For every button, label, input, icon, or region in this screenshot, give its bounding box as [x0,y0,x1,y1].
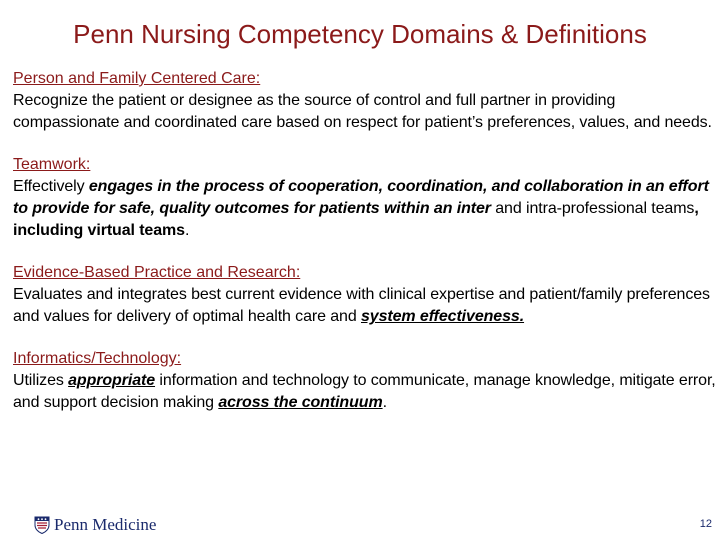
text-run: . [382,394,387,411]
text-run-bold-italic-underline: across the continuum [218,394,383,411]
section-description: Recognize the patient or designee as the source of control and full partner in providing compassionate and coordinated care based on respect for patient’s preferences, values, and needs. [13,92,712,131]
text-run-bold-italic: engages in the process of cooperation, coordination, and collaboration in an effort to provide for safe, quality outcomes for patients within an inter [13,178,709,217]
section-evidence-based-practice [13,262,718,328]
text-run-bold-italic-underline: appropriate [68,372,156,389]
text-run-bold-italic-underline: system effectiveness. [361,308,525,325]
logo-text: Penn Medicine [54,515,157,534]
penn-medicine-logo [34,514,156,536]
slide-title: Penn Nursing Competency Domains & Definitions [73,19,647,49]
text-run-bold: , including virtual teams [13,200,699,239]
section-heading: Informatics/Technology: [13,350,182,367]
text-run: information and technology to communicate, manage knowledge, mitigate error, and support decision making [13,372,716,411]
section-description [13,370,718,414]
text-run: . [184,222,190,239]
page-number: 12 [699,518,712,530]
section-description [13,284,718,328]
section-person-family-care [13,68,718,134]
section-informatics-technology [13,348,718,414]
section-heading: Teamwork: [13,156,91,173]
text-run: Utilizes [13,372,69,389]
slide-content [13,68,718,434]
section-heading: Evidence-Based Practice and Research: [13,264,301,281]
text-run: Effectively [13,178,89,195]
text-run: and intra-professional teams [490,200,695,217]
section-description [13,176,718,242]
penn-shield-icon [34,516,50,534]
text-run: Evaluates and integrates best current evidence with clinical expertise and patient/family preferences and values for delivery of optimal health care and [13,286,710,325]
section-heading: Person and Family Centered Care: [13,70,261,87]
section-teamwork [13,154,718,242]
